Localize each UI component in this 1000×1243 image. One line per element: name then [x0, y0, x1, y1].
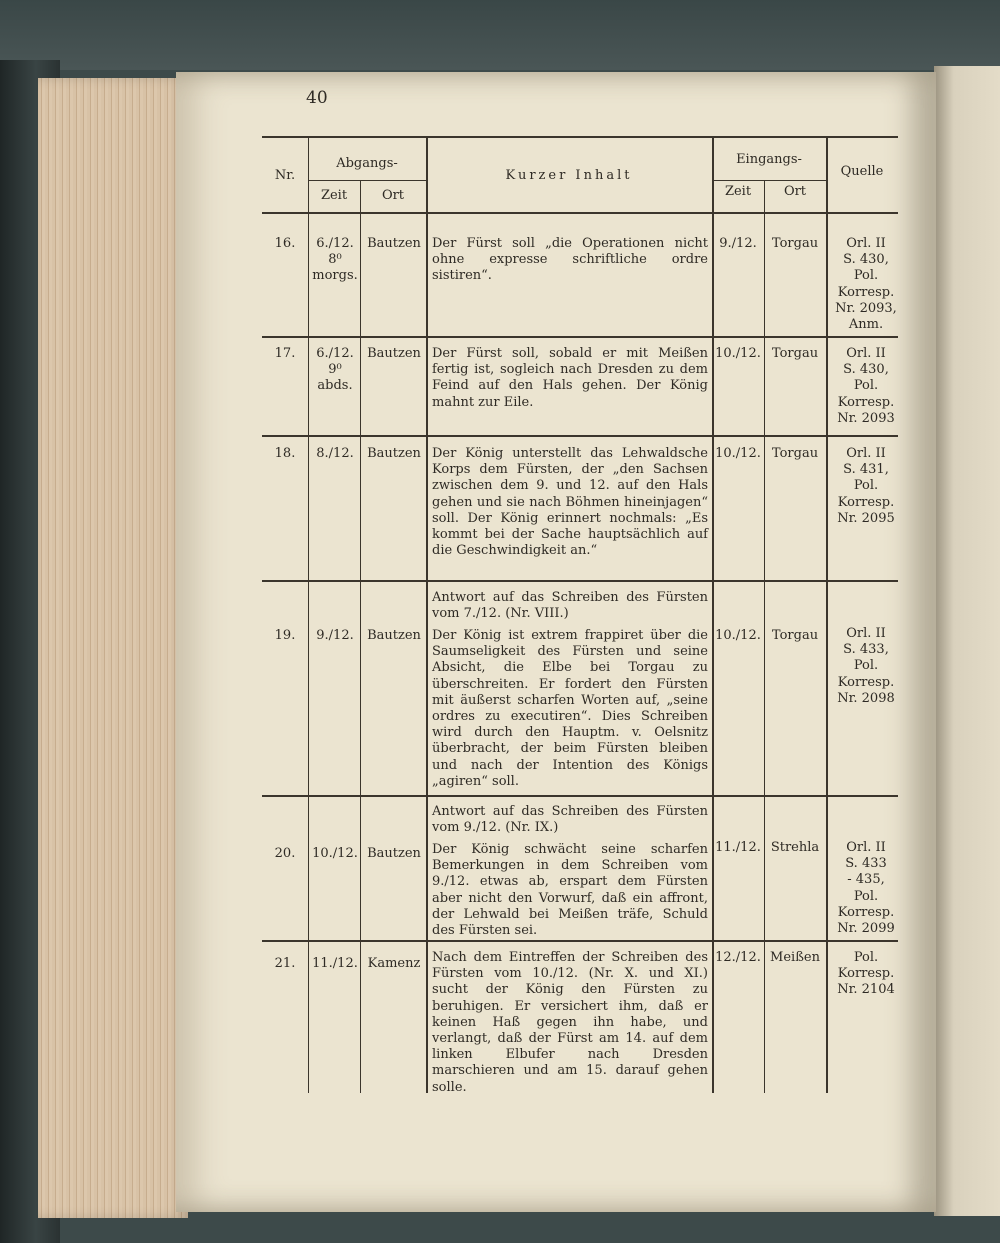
- header-ein-zeit: Zeit: [724, 184, 752, 199]
- page-number: 40: [306, 88, 328, 108]
- row-20-content: Der König schwächt seine scharfen Bemerkungen in dem Schreiben vom 9./12. etwas ab, erspart dem Fürsten aber nicht den Vorwurf, daß ein affront, der Lehwald bei Meißen träfe, Schuld des Fürsten sei.: [432, 842, 708, 939]
- row-19-in-date: 10./12.: [715, 628, 761, 643]
- header-subrule-abgang: [308, 180, 426, 181]
- row-16-in-place: Torgau: [771, 236, 819, 251]
- row-21-in-date: 12./12.: [715, 950, 761, 965]
- row-17-content: Der Fürst soll, sobald er mit Meißen fertig ist, sogleich nach Dresden zu dem Feind auf den Hals gehen. Der König mahnt zur Eile.: [432, 346, 708, 410]
- row-16-date: 6./12. 8⁰ morgs.: [312, 236, 358, 284]
- row-16-in-date: 9./12.: [719, 236, 757, 251]
- row-16-place: Bautzen: [367, 236, 421, 251]
- header-quelle: Quelle: [840, 164, 884, 179]
- row-17-in-place: Torgau: [771, 346, 819, 361]
- row-17-place: Bautzen: [367, 346, 421, 361]
- row-20-place: Bautzen: [367, 846, 421, 861]
- row-17-in-date: 10./12.: [715, 346, 761, 361]
- table-top-rule: [262, 136, 898, 138]
- row-19-content: Der König ist extrem frappiret über die Saumseligkeit des Fürsten und seine Absicht, die Elbe bei Torgau zu überschreiten. Er fordert den Fürsten mit äußerst scharfen Worten auf, „seine ordres zu executiren“. Dies Schreiben wird durch den Hauptm. v. Oelsnitz überbracht, der beim Fürsten bleiben und nach der Intention des Königs „agiren“ soll.: [432, 628, 708, 789]
- header-subrule-eingang: [712, 180, 826, 181]
- header-bottom-rule: [262, 212, 898, 214]
- row-20-content-intro: Antwort auf das Schreiben des Fürsten vom 9./12. (Nr. IX.): [432, 804, 708, 836]
- row-19-source: Orl. II S. 433, Pol. Korresp. Nr. 2098: [837, 626, 895, 706]
- header-ort: Ort: [381, 188, 405, 203]
- header-inhalt: Kurzer Inhalt: [505, 168, 633, 183]
- row-21-place: Kamenz: [367, 956, 421, 971]
- row-16-nr: 16.: [274, 236, 296, 251]
- header-nr: Nr.: [274, 168, 296, 183]
- row-21-in-place: Meißen: [770, 950, 820, 965]
- page-edges: [38, 78, 188, 1218]
- row-17-date: 6./12. 9⁰ abds.: [316, 346, 354, 394]
- row-18-place: Bautzen: [367, 446, 421, 461]
- row-18-in-date: 10./12.: [715, 446, 761, 461]
- row-20-in-place: Strehla: [770, 840, 820, 855]
- row-rule-17: [262, 336, 898, 338]
- row-17-source: Orl. II S. 430, Pol. Korresp. Nr. 2093: [837, 346, 895, 426]
- row-21-date: 11./12.: [312, 956, 358, 971]
- header-eingangs: Eingangs-: [736, 152, 802, 167]
- row-21-content: Nach dem Eintreffen der Schreiben des Fürsten vom 10./12. (Nr. X. und XI.) sucht der König den Fürsten zu beruhigen. Er versichert ihm, daß er keinen Haß gegen ihn habe, und verlangt, daß der Fürst am 14. auf dem linken Elbufer nach Dresden marschieren und am 15. darauf gehen solle.: [432, 950, 708, 1095]
- facing-page-edge: [934, 66, 1000, 1216]
- row-19-date: 9./12.: [316, 628, 354, 643]
- row-18-in-place: Torgau: [771, 446, 819, 461]
- row-19-in-place: Torgau: [771, 628, 819, 643]
- row-17-nr: 17.: [274, 346, 296, 361]
- row-20-date: 10./12.: [312, 846, 358, 861]
- row-19-place: Bautzen: [367, 628, 421, 643]
- row-20-source: Orl. II S. 433 - 435, Pol. Korresp. Nr. 2099: [837, 840, 895, 937]
- row-21-nr: 21.: [274, 956, 296, 971]
- row-rule-21: [262, 940, 898, 942]
- header-ein-ort: Ort: [783, 184, 807, 199]
- row-16-content: Der Fürst soll „die Operationen nicht ohne expresse schriftliche ordre sistiren“.: [432, 236, 708, 284]
- book-cover-top: [0, 0, 1000, 70]
- row-18-content: Der König unterstellt das Lehwaldsche Korps dem Fürsten, der „den Sachsen zwischen dem 9. und 12. auf den Hals gehen und sie nach Böhmen hineinjagen“ soll. Der König erinnert nochmals: „Es kommt bei der Sache hauptsächlich auf die Geschwindigkeit an.“: [432, 446, 708, 559]
- row-rule-19: [262, 580, 898, 582]
- row-18-nr: 18.: [274, 446, 296, 461]
- row-18-source: Orl. II S. 431, Pol. Korresp. Nr. 2095: [837, 446, 895, 526]
- row-18-date: 8./12.: [316, 446, 354, 461]
- row-16-source: Orl. II S. 430, Pol. Korresp. Nr. 2093, Anm.: [835, 236, 897, 333]
- row-21-source: Pol. Korresp. Nr. 2104: [837, 950, 895, 998]
- header-zeit: Zeit: [320, 188, 348, 203]
- row-rule-20: [262, 795, 898, 797]
- col-rule-ort: [426, 138, 428, 1093]
- row-19-content-intro: Antwort auf das Schreiben des Fürsten vom 7./12. (Nr. VIII.): [432, 590, 708, 622]
- row-rule-18: [262, 435, 898, 437]
- row-20-nr: 20.: [274, 846, 296, 861]
- row-19-nr: 19.: [274, 628, 296, 643]
- header-abgangs: Abgangs-: [336, 156, 398, 171]
- row-20-in-date: 11./12.: [715, 840, 761, 855]
